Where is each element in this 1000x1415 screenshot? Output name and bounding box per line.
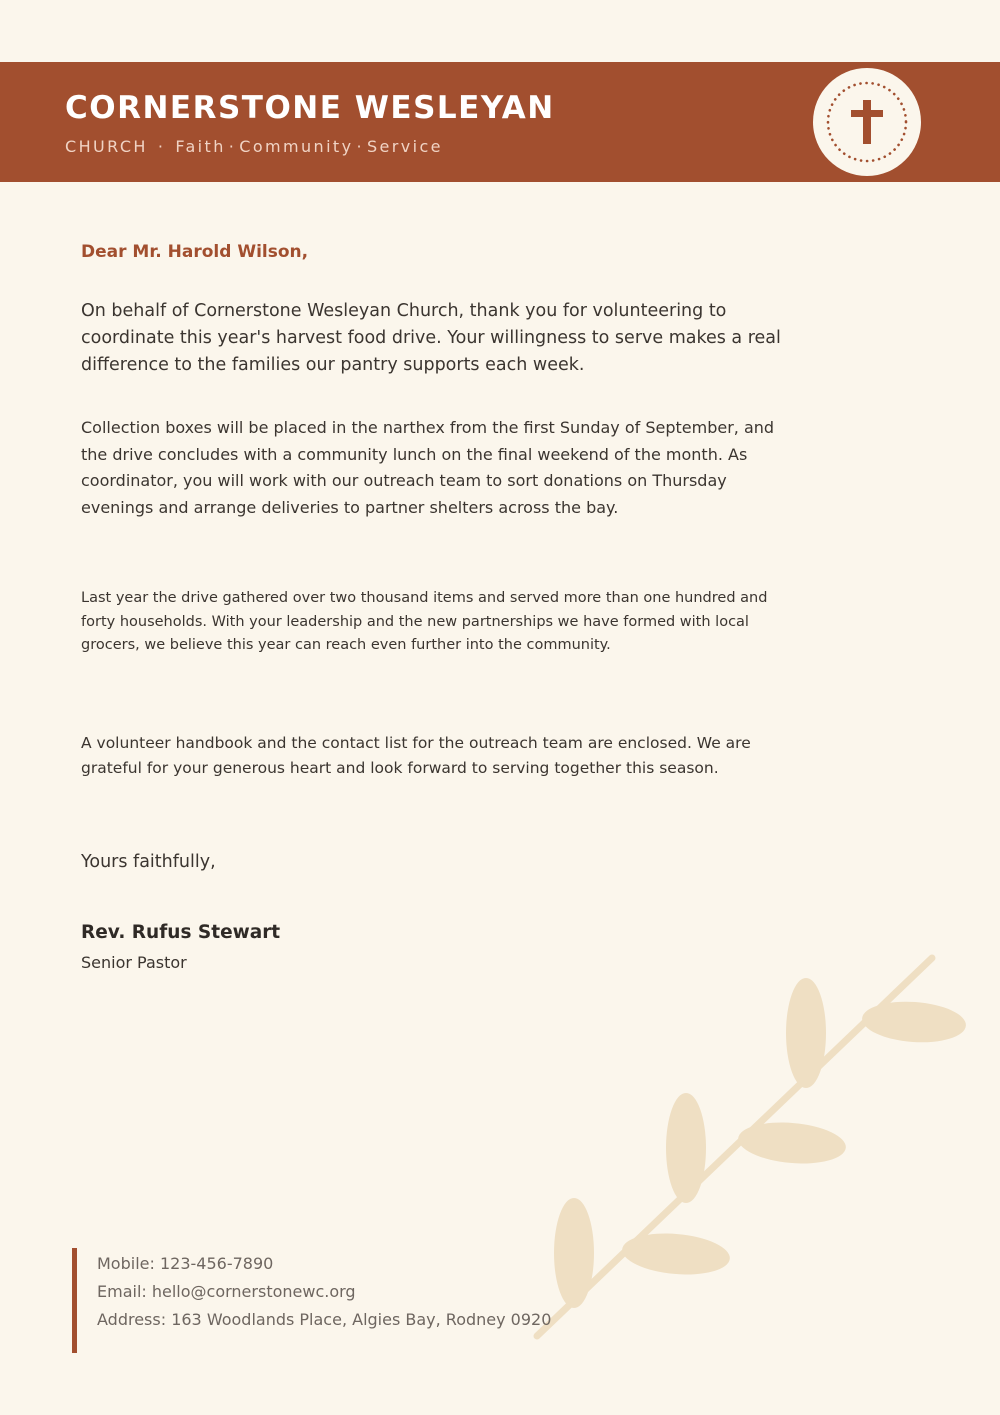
- tagline-value-faith: Faith: [175, 137, 226, 156]
- tagline-value-separator: ·: [356, 137, 364, 156]
- contact-address: Address: 163 Woodlands Place, Algies Bay, Rodney 0920: [97, 1310, 552, 1329]
- tagline-value-community: Community: [239, 137, 354, 156]
- tagline-value-separator: ·: [228, 137, 237, 156]
- salutation: Dear Mr. Harold Wilson,: [81, 242, 309, 262]
- letter-paragraph: Collection boxes will be placed in the narthex from the first Sunday of September, and the drive concludes with a community lunch on the final weekend of the month. As coordinator, you will work with our outreach team to sort donations on Thursday evenings and arrange deliveries to partner shelters across the bay.: [81, 418, 775, 517]
- letter-paragraph: Last year the drive gathered over two thousand items and served more than one hundred and forty households. With your leadership and the new partnerships we have formed with local grocers, we believe this year can reach even further into the community.: [81, 590, 768, 653]
- letter-paragraph: On behalf of Cornerstone Wesleyan Church, thank you for volunteering to coordinate this year's harvest food drive. Your willingness to serve makes a real difference to the families our pantry supports each week.: [81, 301, 781, 375]
- signer-name: Rev. Rufus Stewart: [81, 922, 281, 943]
- tagline-church-word: CHURCH: [65, 137, 148, 156]
- contact-email: Email: hello@cornerstonewc.org: [97, 1282, 356, 1301]
- closing: Yours faithfully,: [81, 852, 216, 872]
- tagline-separator: ·: [157, 137, 166, 156]
- contact-mobile: Mobile: 123-456-7890: [97, 1254, 274, 1273]
- cross-icon: [813, 68, 921, 176]
- tagline: [65, 137, 443, 156]
- letterhead-banner: [0, 62, 1000, 182]
- church-name: CORNERSTONE WESLEYAN: [65, 90, 555, 126]
- tagline-value-service: Service: [366, 137, 443, 156]
- contact-accent-bar: [72, 1248, 77, 1353]
- olive-branch-decoration: [530, 950, 980, 1350]
- letter-paragraph: A volunteer handbook and the contact list for the outreach team are enclosed. We are grateful for your generous heart and look forward to serving together this season.: [81, 734, 751, 777]
- signer-title: Senior Pastor: [81, 953, 187, 972]
